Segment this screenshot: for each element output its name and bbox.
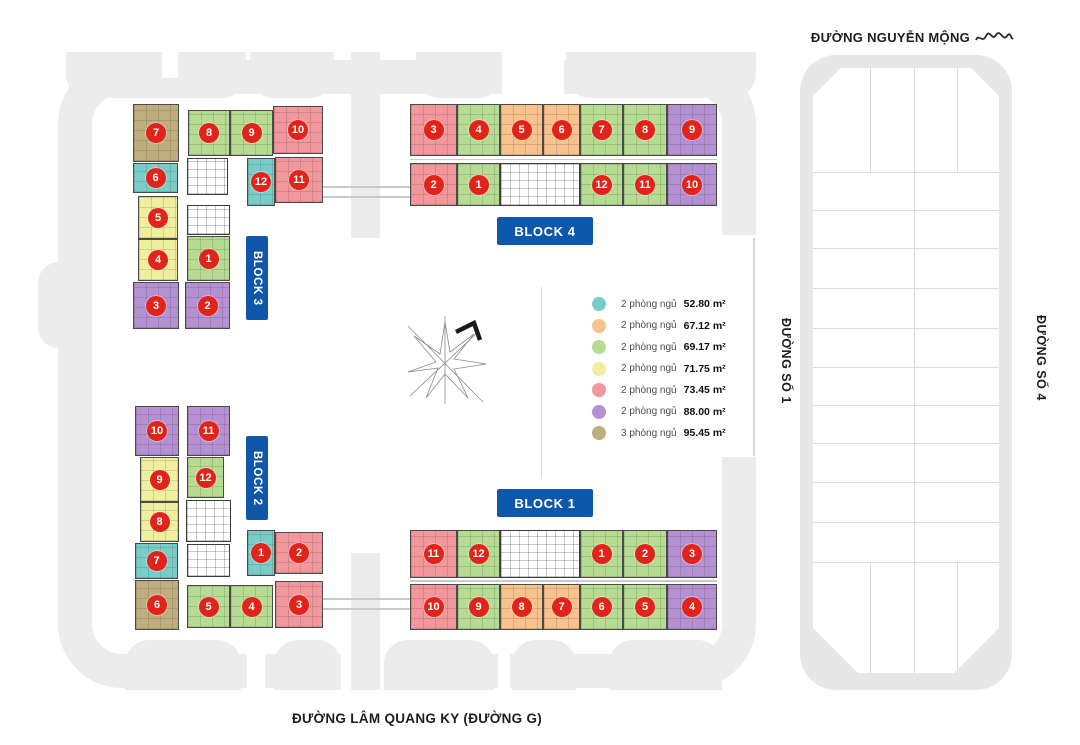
lot-line: [870, 68, 871, 172]
unit-number-badge: 5: [199, 597, 219, 617]
road-segment: [512, 640, 576, 690]
legend-item: [592, 404, 726, 420]
unit-block4-1[interactable]: [457, 163, 500, 206]
legend-area-value: 71.75 m²: [683, 362, 726, 375]
walkway-line: [323, 608, 413, 610]
unit-block3-3[interactable]: [133, 282, 179, 329]
unit-number-badge: 1: [199, 249, 219, 269]
unit-block3-4[interactable]: [138, 239, 178, 281]
unit-block3-10[interactable]: [273, 106, 323, 154]
lot-line: [870, 562, 871, 673]
divider-line: [541, 287, 542, 477]
unit-number-badge: 2: [289, 543, 309, 563]
unit-block1-5[interactable]: [623, 584, 667, 630]
lot-line: [813, 328, 999, 329]
legend-area-value: 67.12 m²: [683, 319, 726, 332]
building-core: [187, 544, 230, 577]
legend-bedrooms-label: 2 phòng ngủ: [621, 406, 677, 417]
legend-bedrooms-label: 2 phòng ngủ: [621, 384, 677, 396]
unit-block1-1[interactable]: [580, 530, 623, 578]
unit-block1-4[interactable]: [667, 584, 717, 630]
unit-number-badge: 7: [592, 120, 612, 140]
lot-line: [813, 482, 999, 483]
entry-road: [351, 52, 380, 238]
unit-number-badge: 3: [289, 595, 309, 615]
legend-area-value: 88.00 m²: [683, 405, 726, 418]
walkway-line: [323, 598, 413, 600]
unit-number-badge: 3: [146, 296, 166, 316]
unit-block2-4[interactable]: [230, 585, 273, 628]
unit-block3-2[interactable]: [185, 282, 230, 329]
unit-block2-6[interactable]: [135, 580, 179, 630]
legend-color-swatch: [592, 426, 606, 440]
unit-number-badge: 8: [199, 123, 219, 143]
lot-line: [813, 443, 999, 444]
unit-block1-7[interactable]: [543, 584, 580, 630]
unit-block1-9[interactable]: [457, 584, 500, 630]
unit-block3-12[interactable]: [247, 158, 275, 206]
road-gap: [162, 52, 178, 78]
lot-line: [813, 210, 999, 211]
legend-bedrooms-label: 2 phòng ngủ: [621, 298, 677, 310]
unit-block3-9[interactable]: [230, 110, 273, 156]
lot-line: [813, 367, 999, 368]
legend-bedrooms-label: 3 phòng ngủ: [621, 427, 677, 439]
legend-item: [592, 382, 726, 398]
block-label-block3: BLOCK 3: [246, 236, 268, 320]
unit-block4-8[interactable]: [623, 104, 667, 156]
road-gap: [502, 54, 564, 96]
lot-line: [957, 562, 958, 673]
road-segment: [274, 640, 341, 690]
unit-block1-10[interactable]: [410, 584, 457, 630]
legend-item: [592, 361, 726, 377]
unit-number-badge: 4: [242, 597, 262, 617]
unit-number-badge: 6: [552, 120, 572, 140]
legend-color-swatch: [592, 383, 606, 397]
unit-number-badge: 6: [147, 595, 167, 615]
street-label-top-text: ĐƯỜNG NGUYỄN MỘNG: [810, 30, 971, 45]
unit-number-badge: 10: [682, 175, 702, 195]
unit-number-badge: 10: [147, 421, 167, 441]
road-segment: [384, 640, 494, 690]
legend-color-swatch: [592, 297, 606, 311]
unit-number-badge: 3: [424, 120, 444, 140]
unit-number-badge: 1: [592, 544, 612, 564]
walkway-line: [323, 196, 413, 198]
legend-item: [592, 318, 726, 334]
unit-block4-6[interactable]: [543, 104, 580, 156]
unit-number-badge: 10: [424, 597, 444, 617]
unit-number-badge: 2: [635, 544, 655, 564]
unit-block2-10[interactable]: [135, 406, 179, 456]
unit-block2-3[interactable]: [275, 581, 323, 628]
unit-number-badge: 4: [682, 597, 702, 617]
unit-block4-7[interactable]: [580, 104, 623, 156]
street-label-duong-so-4: ĐƯỜNG SỐ 4: [1034, 315, 1048, 401]
unit-number-badge: 7: [147, 551, 167, 571]
road-gap: [498, 646, 510, 690]
road-segment: [38, 262, 80, 348]
lot-line: [813, 522, 999, 523]
legend-area-value: 73.45 m²: [683, 384, 726, 396]
entry-road: [351, 553, 380, 690]
legend-color-swatch: [592, 405, 606, 419]
unit-number-badge: 9: [469, 597, 489, 617]
legend-color-swatch: [592, 319, 606, 333]
boundary-line: [753, 238, 755, 456]
unit-block2-5[interactable]: [187, 585, 230, 628]
unit-number-badge: 8: [512, 597, 532, 617]
unit-block1-8[interactable]: [500, 584, 543, 630]
unit-number-badge: 5: [148, 208, 168, 228]
unit-number-badge: 9: [682, 120, 702, 140]
legend-area-value: 95.45 m²: [683, 427, 726, 439]
road-segment: [125, 640, 241, 690]
lot-line: [914, 68, 915, 172]
building-core: [187, 205, 230, 235]
legend-area-value: 52.80 m²: [683, 298, 726, 310]
unit-number-badge: 11: [635, 175, 655, 195]
unit-block1-12[interactable]: [457, 530, 500, 578]
unit-number-badge: 8: [150, 512, 170, 532]
unit-number-badge: 12: [196, 468, 216, 488]
block-label-block4: BLOCK 4: [497, 217, 593, 245]
legend-item: [592, 339, 726, 355]
walkway-line: [323, 186, 413, 188]
unit-block1-6[interactable]: [580, 584, 623, 630]
road-segment: [416, 52, 502, 98]
unit-block2-9[interactable]: [140, 457, 179, 502]
unit-block2-12[interactable]: [187, 457, 224, 498]
legend-area-value: 69.17 m²: [683, 341, 726, 353]
legend-item: [592, 425, 726, 441]
unit-block3-1[interactable]: [187, 236, 230, 281]
road-gap: [247, 646, 265, 690]
street-label-bottom: ĐƯỜNG LÂM QUANG KY (ĐƯỜNG G): [292, 711, 543, 726]
unit-block4-4[interactable]: [457, 104, 500, 156]
unit-block2-7[interactable]: [135, 543, 178, 579]
road-segment: [566, 52, 756, 98]
unit-number-badge: 12: [251, 172, 271, 192]
building-core: [500, 530, 580, 578]
building-core: [186, 500, 231, 542]
unit-block1-11[interactable]: [410, 530, 457, 578]
legend-bedrooms-label: 2 phòng ngủ: [621, 320, 677, 331]
lot-line: [813, 405, 999, 406]
unit-block3-11[interactable]: [275, 157, 323, 203]
unit-number-badge: 2: [424, 175, 444, 195]
lot-line: [813, 288, 999, 289]
lot-line: [813, 248, 999, 249]
unit-number-badge: 11: [289, 170, 309, 190]
unit-block4-3[interactable]: [410, 104, 457, 156]
legend-bedrooms-label: 2 phòng ngủ: [621, 341, 677, 353]
unit-number-badge: 7: [146, 123, 166, 143]
building-core: [187, 158, 228, 195]
unit-block3-8[interactable]: [188, 110, 230, 156]
unit-block3-5[interactable]: [138, 196, 178, 239]
corridor-line: [410, 580, 717, 582]
unit-block4-12[interactable]: [580, 163, 623, 206]
legend-color-swatch: [592, 340, 606, 354]
unit-number-badge: 7: [552, 597, 572, 617]
unit-block4-5[interactable]: [500, 104, 543, 156]
unit-block2-11[interactable]: [187, 406, 230, 456]
road-segment: [66, 52, 246, 98]
unit-block3-7[interactable]: [133, 104, 179, 162]
unit-number-badge: 6: [146, 168, 166, 188]
unit-number-badge: 11: [424, 544, 444, 564]
legend-bedrooms-label: 2 phòng ngủ: [621, 363, 677, 374]
legend-color-swatch: [592, 362, 606, 376]
unit-number-badge: 6: [592, 597, 612, 617]
unit-number-badge: 4: [469, 120, 489, 140]
unit-number-badge: 9: [150, 470, 170, 490]
corridor-line: [410, 159, 717, 161]
illegible-text-scribble: [974, 31, 1014, 45]
street-label-top: [810, 30, 1015, 45]
lot-line: [914, 562, 915, 673]
road-segment: [609, 640, 722, 690]
road-gap: [341, 646, 351, 690]
unit-number-badge: 2: [198, 296, 218, 316]
unit-block4-2[interactable]: [410, 163, 457, 206]
building-core: [500, 163, 580, 206]
unit-number-badge: 12: [469, 544, 489, 564]
unit-block4-11[interactable]: [623, 163, 667, 206]
unit-block2-2[interactable]: [275, 532, 323, 574]
unit-number-badge: 11: [199, 421, 219, 441]
unit-number-badge: 8: [635, 120, 655, 140]
compass-rose-icon: [398, 312, 494, 408]
unit-number-badge: 3: [682, 544, 702, 564]
unit-block2-1[interactable]: [247, 530, 275, 576]
unit-number-badge: 1: [251, 543, 271, 563]
lot-line: [813, 172, 999, 173]
unit-number-badge: 4: [148, 250, 168, 270]
unit-number-badge: 5: [635, 597, 655, 617]
lot-line: [813, 562, 999, 563]
unit-number-badge: 9: [242, 123, 262, 143]
unit-number-badge: 1: [469, 175, 489, 195]
street-label-duong-so-1: ĐƯỜNG SỐ 1: [779, 318, 793, 404]
legend-item: [592, 296, 726, 312]
land-parcel-lots: [813, 68, 999, 673]
unit-number-badge: 10: [288, 120, 308, 140]
unit-block4-9[interactable]: [667, 104, 717, 156]
unit-number-badge: 5: [512, 120, 532, 140]
road-segment: [250, 52, 334, 98]
unit-block3-6[interactable]: [133, 163, 178, 193]
lot-line: [957, 68, 958, 172]
block-label-block2: BLOCK 2: [246, 436, 268, 520]
unit-block4-10[interactable]: [667, 163, 717, 206]
unit-block1-3[interactable]: [667, 530, 717, 578]
unit-block1-2[interactable]: [623, 530, 667, 578]
unit-block2-8[interactable]: [140, 502, 179, 542]
unit-number-badge: 12: [592, 175, 612, 195]
block-label-block1: BLOCK 1: [497, 489, 593, 517]
